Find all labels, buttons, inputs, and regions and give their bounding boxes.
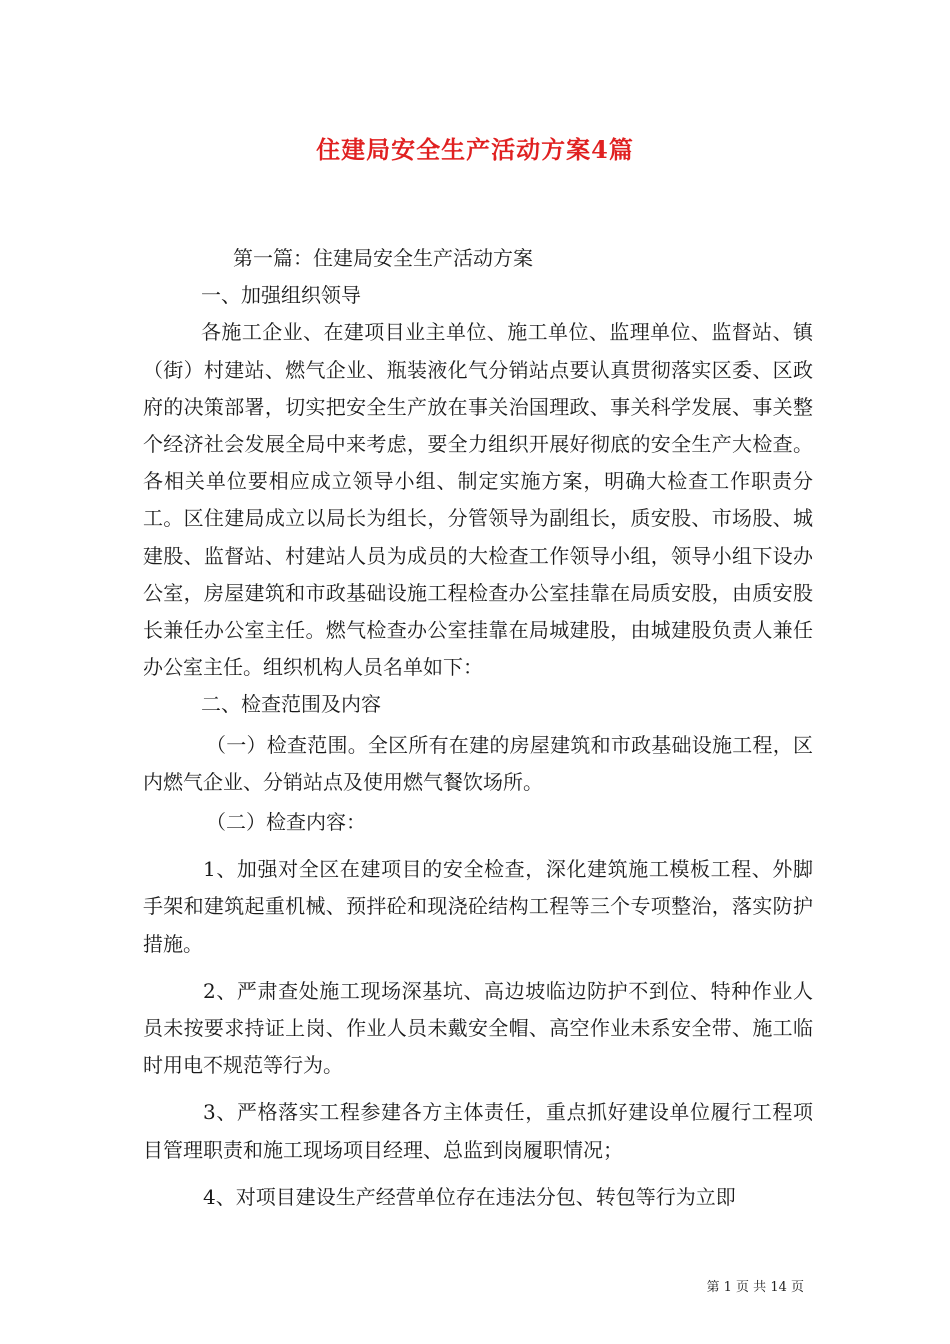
list-item: 3、严格落实工程参建各方主体责任，重点抓好建设单位履行工程项目管理职责和施工现场项目经理、总监到岗履职情况；	[143, 1100, 813, 1162]
document-body	[143, 240, 813, 1216]
list-item: 2、严肃查处施工现场深基坑、高边坡临边防护不到位、特种作业人员未按要求持证上岗、作业人员未戴安全帽、高空作业未系安全带、施工临时用电不规范等行为。	[143, 978, 813, 1078]
document-title: 住建局安全生产活动方案4篇	[316, 135, 634, 164]
section-heading: 第一篇：住建局安全生产活动方案	[233, 246, 533, 270]
scope-paragraph: （一）检查范围。全区所有在建的房屋建筑和市政基础设施工程，区内燃气企业、分销站点及使用燃气餐饮场所。	[143, 732, 813, 794]
part1-heading: 一、加强组织领导	[201, 283, 361, 308]
part1-paragraph: 各施工企业、在建项目业主单位、施工单位、监理单位、监督站、镇（街）村建站、燃气企业、瓶装液化气分销站点要认真贯彻落实区委、区政府的决策部署，切实把安全生产放在事关治国理政、事关科学发展、事关整个经济社会发展全局中来考虑，要全力组织开展好彻底的安全生产大检查。各相关单位要相应成立领导小组、制定实施方案，明确大检查工作职责分工。区住建局成立以局长为组长，分管领导为副组长，质安股、市场股、城建股、监督站、村建站人员为成员的大检查工作领导小组，领导小组下设办公室，房屋建筑和市政基础设施工程检查办公室挂靠在局质安股，由质安股长兼任办公室主任。燃气检查办公室挂靠在局城建股，由城建股负责人兼任办公室主任。组织机构人员名单如下：	[143, 320, 813, 680]
page-number-footer: 第 1 页 共 14 页	[706, 1280, 804, 1295]
content-heading: （二）检查内容：	[206, 810, 366, 835]
list-item: 4、对项目建设生产经营单位存在违法分包、转包等行为立即	[203, 1184, 736, 1209]
list-item: 1、加强对全区在建项目的安全检查，深化建筑施工模板工程、外脚手架和建筑起重机械、预拌砼和现浇砼结构工程等三个专项整治，落实防护措施。	[143, 857, 813, 956]
part2-heading: 二、检查范围及内容	[201, 692, 381, 717]
